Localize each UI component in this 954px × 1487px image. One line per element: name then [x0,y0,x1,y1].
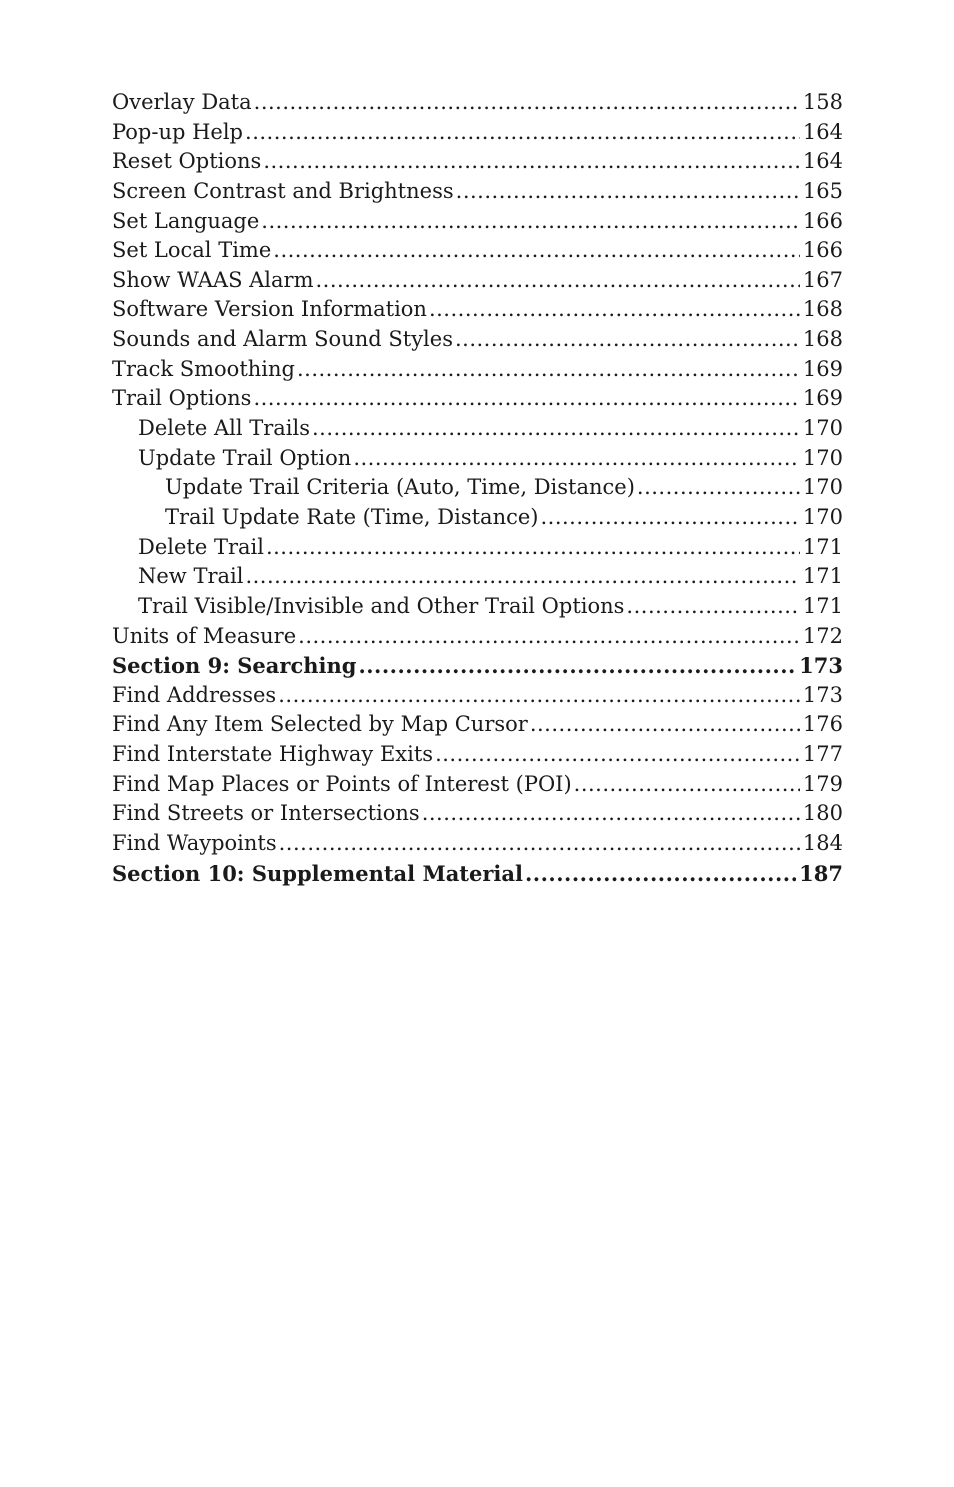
toc-page-number: 168 [802,297,843,322]
toc-entry-title: Trail Visible/Invisible and Other Trail Options [138,593,625,618]
toc-page-number: 173 [802,682,843,707]
toc-dot-leader [278,681,800,711]
toc-entry[interactable] [112,473,843,503]
toc-dot-leader [574,770,800,800]
toc-entry-title: Find Any Item Selected by Map Cursor [112,712,528,737]
toc-dot-leader [456,177,800,207]
toc-dot-leader [266,533,800,563]
toc-entry[interactable] [112,88,843,118]
toc-page-number: 187 [799,860,843,886]
toc-entry[interactable] [112,236,843,266]
toc-page-number: 170 [802,475,843,500]
toc-entry[interactable] [112,562,843,592]
toc-dot-leader [316,266,800,296]
toc-entry[interactable] [112,414,843,444]
toc-entry[interactable] [112,829,843,859]
toc-entry[interactable] [112,355,843,385]
toc-entry[interactable] [112,444,843,474]
toc-entry[interactable] [112,710,843,740]
toc-entry-title: Update Trail Option [138,445,352,470]
toc-page-number: 165 [802,178,843,203]
toc-dot-leader [263,147,800,177]
toc-dot-leader [637,473,800,503]
toc-page-number: 171 [802,564,843,589]
toc-page-number: 170 [802,504,843,529]
toc-page-number: 158 [802,90,843,114]
toc-page-number: 164 [802,149,843,174]
toc-page-number: 177 [802,742,843,767]
toc-page-number: 168 [802,327,843,352]
toc-page-number: 169 [802,356,843,381]
toc-entry-title: Find Interstate Highway Exits [112,742,434,767]
toc-entry[interactable] [112,622,843,652]
toc-entry[interactable] [112,207,843,237]
toc-entry-title: Set Local Time [112,238,272,263]
toc-dot-leader [245,118,800,148]
toc-entry-title: Screen Contrast and Brightness [112,178,454,203]
toc-entry[interactable] [112,592,843,622]
toc-entry-title: Delete Trail [138,534,264,559]
toc-page-number: 170 [802,416,843,441]
toc-entry[interactable] [112,740,843,770]
toc-dot-leader [626,592,799,622]
toc-dot-leader [540,503,799,533]
toc-dot-leader [353,444,800,474]
toc-entry[interactable] [112,681,843,711]
toc-entry[interactable] [112,503,843,533]
toc-entry-title: Sounds and Alarm Sound Styles [112,327,453,352]
toc-entry[interactable] [112,118,843,148]
toc-entry-title: Software Version Information [112,297,427,322]
toc-page-number: 169 [802,386,843,411]
toc-dot-leader [298,622,800,652]
toc-entry[interactable] [112,325,843,355]
toc-dot-leader [455,325,800,355]
toc-entry-title: Overlay Data [112,90,252,114]
toc-section-heading[interactable] [112,651,843,681]
toc-entry[interactable] [112,177,843,207]
toc-entry-title: Find Map Places or Points of Interest (POI) [112,771,572,796]
toc-entry-title: Section 10: Supplemental Material [112,860,523,886]
toc-page-number: 176 [802,712,843,737]
toc-entry-title: Reset Options [112,149,262,174]
toc-entry[interactable] [112,266,843,296]
toc-entry[interactable] [112,295,843,325]
toc-entry-title: Trail Update Rate (Time, Distance) [165,504,539,529]
table-of-contents [112,88,843,888]
toc-entry-title: Units of Measure [112,623,297,648]
toc-dot-leader [297,355,800,385]
toc-dot-leader [261,207,800,237]
toc-dot-leader [525,859,796,889]
toc-page-number: 184 [802,831,843,856]
toc-entry-title: Pop-up Help [112,119,244,144]
toc-page-number: 171 [802,534,843,559]
toc-page-number: 171 [802,593,843,618]
toc-entry[interactable] [112,147,843,177]
toc-dot-leader [422,799,800,829]
toc-entry-title: Section 9: Searching [112,653,357,679]
toc-entry-title: Find Addresses [112,682,277,707]
toc-page-number: 167 [802,267,843,292]
toc-dot-leader [312,414,800,444]
toc-entry-title: Find Waypoints [112,831,277,856]
toc-page-number: 164 [802,119,843,144]
toc-page-number: 166 [802,208,843,233]
toc-entry-title: Find Streets or Intersections [112,801,420,826]
toc-dot-leader [435,740,800,770]
toc-entry-title: Update Trail Criteria (Auto, Time, Distance) [165,475,635,500]
toc-page-number: 166 [802,238,843,263]
toc-entry-title: New Trail [138,564,244,589]
toc-dot-leader [429,295,800,325]
toc-entry[interactable] [112,533,843,563]
toc-entry-title: Track Smoothing [112,356,295,381]
toc-entry[interactable] [112,770,843,800]
toc-dot-leader [253,384,799,414]
toc-entry-title: Set Language [112,208,260,233]
toc-section-heading[interactable] [112,859,843,889]
toc-dot-leader [245,562,799,592]
toc-page-number: 179 [802,771,843,796]
toc-page-number: 170 [802,445,843,470]
toc-page-number: 180 [802,801,843,826]
toc-dot-leader [279,829,800,859]
toc-page-number: 173 [799,653,843,679]
toc-entry[interactable] [112,799,843,829]
toc-entry[interactable] [112,384,843,414]
toc-page-number: 172 [802,623,843,648]
toc-dot-leader [530,710,800,740]
toc-dot-leader [254,88,800,118]
toc-entry-title: Delete All Trails [138,416,310,441]
toc-dot-leader [358,651,796,681]
toc-entry-title: Show WAAS Alarm [112,267,314,292]
toc-entry-title: Trail Options [112,386,252,411]
toc-dot-leader [273,236,800,266]
